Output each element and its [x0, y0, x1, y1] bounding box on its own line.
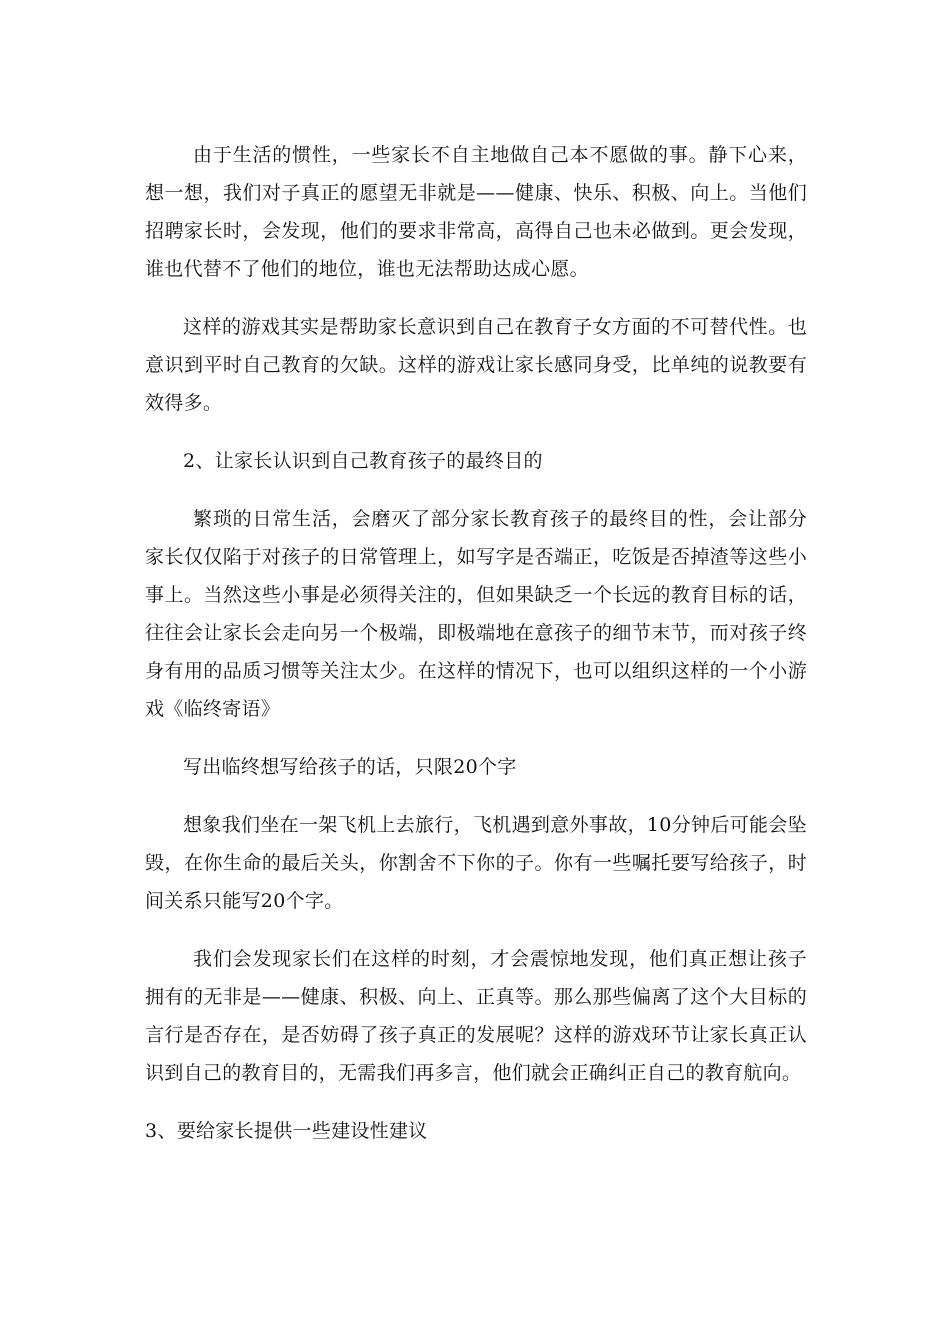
- paragraph-3: 繁琐的日常生活，会磨灭了部分家长教育孩子的最终目的性，会让部分家长仅仅陷于对孩子的日常管理上，如写字是否端正，吃饭是否掉渣等这些小事上。当然这些小事是必须得关注的，但如果缺乏一个长远的教育目标的话，往往会让家长会走向另一个极端，即极端地在意孩子的细节末节，而对孩子终身有用的品质习惯等关注太少。在这样的情况下，也可以组织这样的一个小游戏《临终寄语》: [145, 508, 807, 720]
- document-body: [145, 136, 807, 1170]
- paragraph-2: 这样的游戏其实是帮助家长意识到自己在教育子女方面的不可替代性。也意识到平时自己教育的欠缺。这样的游戏让家长感同身受，比单纯的说教要有效得多。: [145, 316, 807, 414]
- paragraph-1: 由于生活的惯性，一些家长不自主地做自己本不愿做的事。静下心来，想一想，我们对子真正的愿望无非就是——健康、快乐、积极、向上。当他们招聘家长时，会发现，他们的要求非常高，高得自己也未必做到。更会发现，谁也代替不了他们的地位，谁也无法帮助达成心愿。: [145, 144, 807, 280]
- paragraph-5: 想象我们坐在一架飞机上去旅行，飞机遇到意外事故，10分钟后可能会坠毁，在你生命的最后关头，你割舍不下你的子。你有一些嘱托要写给孩子，时间关系只能写20个字。: [145, 814, 807, 912]
- paragraph-4: 写出临终想写给孩子的话，只限20个字: [183, 756, 517, 778]
- section-heading-2: 2、让家长认识到自己教育孩子的最终目的: [183, 450, 543, 472]
- section-heading-3: 3、要给家长提供一些建设性建议: [145, 1120, 428, 1142]
- paragraph-6: 我们会发现家长们在这样的时刻，才会震惊地发现，他们真正想让孩子拥有的无非是——健康、积极、向上、正真等。那么那些偏离了这个大目标的言行是否存在，是否妨碍了孩子真正的发展呢？这样的游戏环节让家长真正认识到自己的教育目的，无需我们再多言，他们就会正确纠正自己的教育航向。: [145, 948, 807, 1084]
